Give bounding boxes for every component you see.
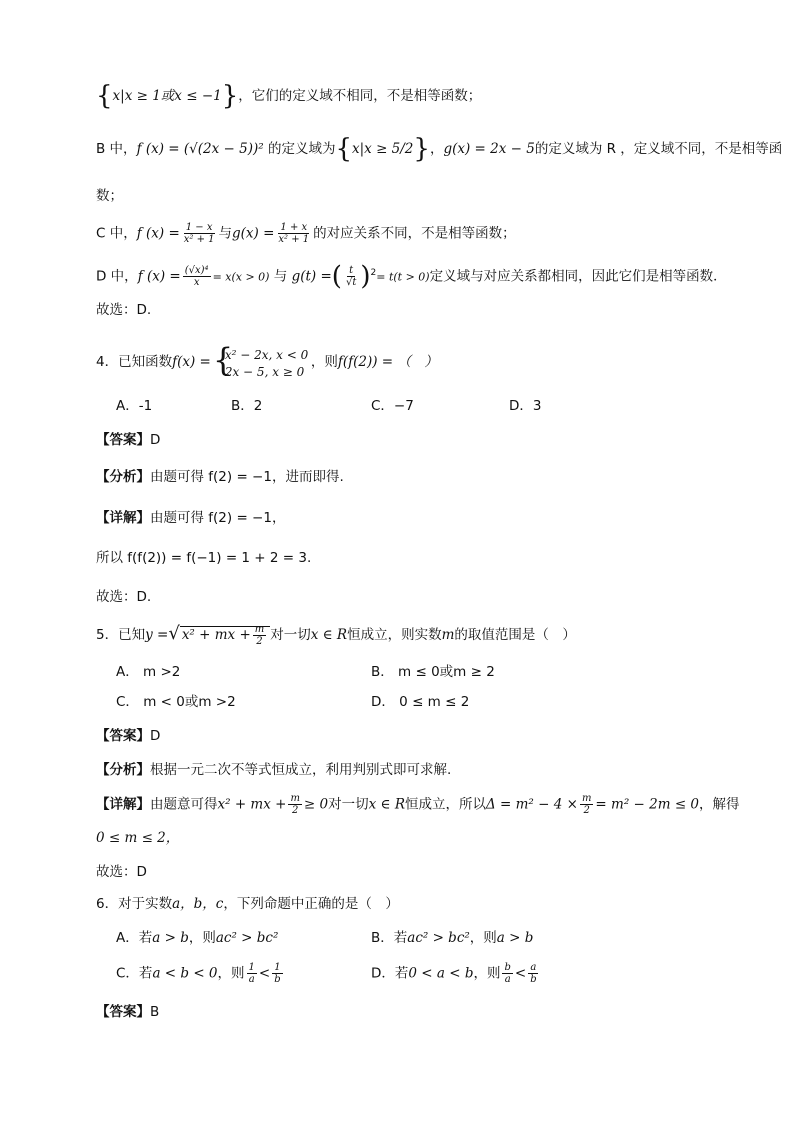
opt-then: ，则 — [188, 930, 216, 946]
q5-option-b: B． m ≤ 0或m ≥ 2 — [371, 664, 495, 680]
d-gt-fraction — [344, 265, 358, 288]
delta-m-den: 2 — [583, 805, 590, 816]
option-c-label: C 中， — [96, 225, 137, 242]
detail-mid2: 恒成立，所以 — [404, 796, 486, 813]
q5-detail — [96, 793, 740, 816]
q6-answer — [96, 1002, 159, 1022]
q5-m-num: m — [254, 624, 265, 635]
opt-then: ，则 — [473, 965, 501, 982]
opt-prefix: C．若 — [116, 965, 153, 982]
q4-piecewise: { x² − 2x, x < 0 2x − 5, x ≥ 0 — [213, 345, 309, 379]
detail-m-den: 2 — [291, 805, 299, 816]
q5-stem — [96, 624, 576, 647]
opt-prefix: B．若 — [371, 930, 408, 946]
q5-option-a: A． m >2 — [116, 664, 181, 680]
line-option-d — [96, 261, 727, 292]
d-fx-fraction — [183, 265, 211, 288]
q4-select — [96, 587, 151, 607]
d-gt-left: g(t) = — [291, 268, 332, 285]
paren-left: ( — [331, 261, 342, 292]
c-gx-fraction — [276, 222, 311, 245]
q5-y: y = — [145, 627, 169, 643]
detail-m-fraction — [288, 793, 301, 816]
q5-m: m — [441, 627, 455, 643]
q5-stem-end: 的取值范围是（ ） — [454, 627, 576, 643]
answer-tag: 【答案】 — [96, 728, 150, 744]
opt-then: ，则 — [217, 965, 245, 982]
select-text: 故选：D. — [96, 589, 152, 605]
q4-option-d: D．3 — [509, 398, 542, 414]
line-option-b: B 中，f (x) = (√(2x − 5))² 的定义域为{x|x ≥ 5/2}，g(x) = 2x − 5的定义域为 R ，定义域不同，不是相等函 — [96, 134, 783, 164]
option-b-label: B 中， — [96, 141, 137, 157]
option-d-label: D 中， — [96, 268, 138, 285]
b-fx: f (x) = (√(2x − 5))² — [136, 141, 268, 157]
b-tail-text: 的定义域为 R ，定义域不同，不是相等函 — [534, 141, 783, 157]
q4-stem-prefix: 4．已知函数 — [96, 354, 173, 370]
detail-text-2: 所以 f(f(2)) = f(−1) = 1 + 2 = 3. — [96, 550, 312, 566]
line-set-domain — [96, 81, 482, 111]
detail-text-2: 0 ≤ m ≤ 2， — [96, 830, 180, 846]
sqrt-sign: √ — [168, 623, 180, 644]
c-gx-den: x² + 1 — [278, 234, 310, 245]
opt-prefix: A．若 — [116, 930, 153, 946]
select-text: 故选：D. — [96, 302, 152, 318]
left-brace: { — [96, 81, 113, 111]
detail-m-num: m — [290, 793, 300, 804]
q5-radicand-expr: x² + mx + — [181, 627, 251, 643]
c-fx-fraction — [182, 222, 217, 245]
detail-ge: ≥ 0 — [303, 796, 329, 813]
d-fx-den: x — [193, 277, 200, 288]
line-option-b-wrap — [96, 186, 123, 206]
q5-option-d: D． 0 ≤ m ≤ 2 — [371, 694, 470, 710]
q6-option-d: D．若0 < a < b，则 $\frac{b}{a}$ < $\frac{a}{b}$ — [371, 962, 537, 985]
q4-detail2 — [96, 548, 311, 568]
d-gt-den: √t — [345, 277, 357, 288]
detail-pre: 由题意可得 — [150, 796, 218, 813]
opt-result: ac² > bc² — [215, 930, 279, 946]
analysis-tag: 【分析】 — [96, 762, 150, 778]
detail-delta-fraction — [580, 793, 593, 816]
select-line-q3 — [96, 300, 151, 320]
right-brace: } — [413, 134, 430, 164]
frac-1-b: $\frac{1}{b}$ — [274, 962, 281, 985]
set-expression: x|x ≥ 1或x ≤ −1 — [112, 88, 222, 104]
detail-delta2: = m² − 2m ≤ 0 — [595, 796, 700, 813]
q4-detail — [96, 508, 285, 528]
opt-cond: ac² > bc² — [407, 930, 470, 946]
q5-stem-mid: 对一切 — [270, 627, 311, 643]
d-gt-right: = t(t > 0) — [376, 270, 430, 284]
frac-b-a: $\frac{b}{a}$ — [504, 962, 511, 985]
q4-stem-post: ，则 — [310, 354, 338, 370]
d-fx-right: = x(x > 0) — [212, 270, 270, 284]
q4-fx: f(x) = — [172, 354, 211, 370]
q5-select — [96, 862, 147, 882]
q5-analysis — [96, 760, 451, 780]
answer-value: D — [150, 728, 161, 744]
q6-option-c: C．若a < b < 0，则 $\frac{1}{a}$ < $\frac{1}{b}$ — [116, 962, 281, 985]
c-gx-num: 1 + x — [280, 222, 308, 233]
b-gx: g(x) = 2x − 5 — [443, 141, 535, 157]
q5-stem-post: 恒成立，则实数 — [347, 627, 442, 643]
detail-end: ，解得 — [699, 796, 740, 813]
answer-tag: 【答案】 — [96, 432, 150, 448]
answer-value: D — [150, 432, 161, 448]
q5-xr: x ∈ R — [310, 627, 348, 643]
d-and: 与 — [273, 268, 288, 285]
q4-ask: f(f(2)) = （ ） — [337, 354, 438, 370]
c-tail-text: 的对应关系不同，不是相等函数； — [313, 225, 516, 242]
q6-stem — [96, 894, 399, 914]
q4-option-a: A．-1 — [116, 398, 153, 414]
q5-m-den: 2 — [256, 636, 263, 647]
answer-tag: 【答案】 — [96, 1004, 150, 1020]
d-gt-exp: 2 — [370, 268, 377, 278]
opt-cond: 0 < a < b — [408, 965, 474, 982]
detail-delta: Δ = m² − 4 × — [485, 796, 578, 813]
d-tail-text: 定义域与对应关系都相同，因此它们是相等函数． — [429, 268, 727, 285]
b-wrap-text: 数； — [96, 188, 123, 204]
q5-answer — [96, 726, 160, 746]
detail-expr: x² + mx + — [217, 796, 287, 813]
q4-answer — [96, 430, 160, 450]
analysis-text: 由题可得 f(2) = −1，进而即得. — [150, 469, 344, 485]
delta-m-num: m — [581, 793, 592, 804]
line-option-c — [96, 222, 516, 245]
opt-result: a > b — [496, 930, 534, 946]
c-and: 与 — [218, 225, 233, 242]
right-brace: } — [221, 81, 239, 111]
q4-analysis — [96, 467, 344, 487]
q5-detail2 — [96, 828, 179, 848]
analysis-tag: 【分析】 — [96, 469, 150, 485]
q6-stem-post: ，下列命题中正确的是（ ） — [223, 896, 399, 912]
q4-stem — [96, 341, 438, 379]
q6-stem-prefix: 6．对于实数 — [96, 896, 173, 912]
answer-value: B — [150, 1004, 160, 1020]
d-fx-left: f (x) = — [137, 268, 181, 285]
d-fx-num: (√x)⁴ — [184, 265, 209, 276]
opt-cond: a > b — [152, 930, 189, 946]
q6-option-b — [371, 928, 533, 948]
q4-option-b: B．2 — [231, 398, 263, 414]
b-mid-text: 的定义域为 — [267, 141, 336, 157]
detail-tag: 【详解】 — [96, 510, 150, 526]
c-fx-left: f (x) = — [136, 225, 180, 242]
q6-vars: a，b，c — [172, 896, 224, 912]
q5-stem-prefix: 5．已知 — [96, 627, 146, 643]
q4-option-c: C．−7 — [371, 398, 414, 414]
q4-case2: 2x − 5, x ≥ 0 — [224, 365, 305, 379]
analysis-text: 根据一元二次不等式恒成立，利用判别式即可求解. — [150, 762, 452, 778]
frac-1-a: $\frac{1}{a}$ — [248, 962, 255, 985]
detail-xr: x ∈ R — [368, 796, 405, 813]
detail-tag: 【详解】 — [96, 796, 150, 813]
c-fx-num: 1 − x — [185, 222, 213, 233]
c-gx-left: g(x) = — [232, 225, 275, 242]
q5-m-fraction — [253, 624, 266, 647]
q5-radicand — [180, 624, 270, 647]
paren-right: ) — [360, 261, 371, 292]
frac-a-b: $\frac{a}{b}$ — [530, 962, 537, 985]
q6-option-a — [116, 928, 278, 948]
opt-cond: a < b < 0 — [152, 965, 218, 982]
detail-text: 由题可得 f(2) = −1， — [150, 510, 286, 526]
b-set: x|x ≥ 5/2 — [352, 141, 414, 157]
q5-option-c: C． m < 0或m >2 — [116, 694, 236, 710]
d-gt-num: t — [349, 265, 354, 276]
c-fx-den: x² + 1 — [183, 234, 215, 245]
opt-prefix: D．若 — [371, 965, 409, 982]
q4-case1: x² − 2x, x < 0 — [224, 348, 309, 362]
left-brace: { — [335, 134, 352, 164]
detail-mid: 对一切 — [328, 796, 369, 813]
line-text: ，它们的定义域不相同，不是相等函数； — [238, 88, 482, 104]
select-text: 故选：D — [96, 864, 147, 880]
opt-then: ，则 — [469, 930, 497, 946]
